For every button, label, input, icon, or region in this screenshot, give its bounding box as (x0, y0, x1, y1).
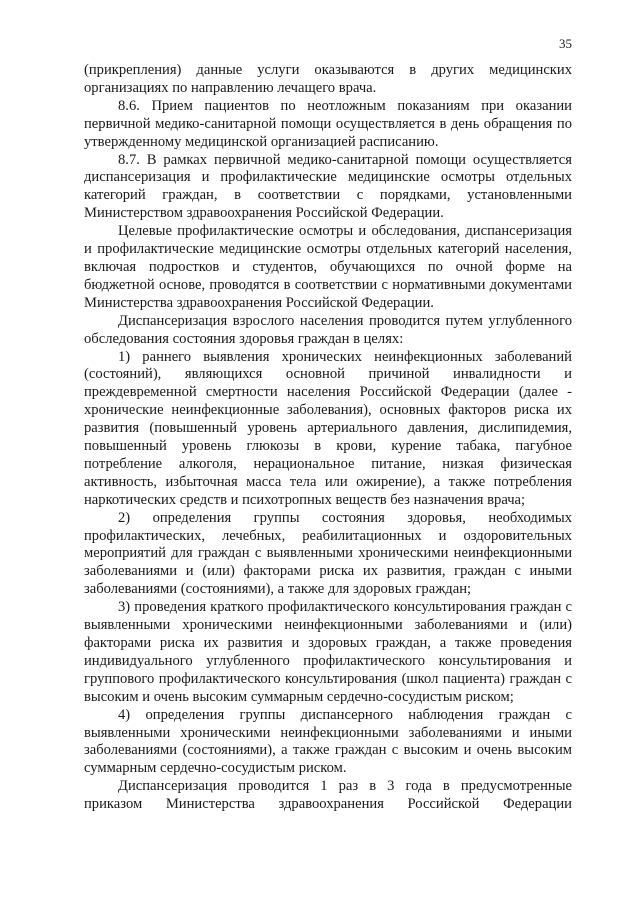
paragraph-frequency: Диспансеризация проводится 1 раз в 3 года в предусмотренные приказом Министерства здравоохранения Российской Федерации (84, 778, 572, 813)
list-item-2: 2) определения группы состояния здоровья, необходимых профилактических, лечебных, реабилитационных и оздоровительных мероприятий для граждан с выявленными хроническими неинфекционными заболеваниями и (или) факторами риска их развития, граждан с иными заболеваниями (состояниями), а также для здоровых граждан; (84, 509, 572, 598)
list-item-3: 3) проведения краткого профилактического консультирования граждан с выявленными хроническими неинфекционными заболеваниями и (или) факторами риска их развития и здоровых граждан, а также проведения индивидуального углубленного профилактического консультирования и группового профилактического консультирования (школ пациента) граждан с высоким и очень высоким суммарным сердечно-сосудистым риском; (84, 599, 572, 705)
list-item-4: 4) определения группы диспансерного наблюдения граждан с выявленными хроническими неинфекционными заболеваниями и иными заболеваниями (состояниями), а также граждан с высоким и очень высоким суммарным сердечно-сосудистым риском. (84, 706, 572, 777)
paragraph-8-7: 8.7. В рамках первичной медико-санитарной помощи осуществляется диспансеризация и профилактические медицинские осмотры отдельных категорий граждан, в соответствии с порядками, установленными Министерством здравоохранения Российской Федерации. (84, 151, 572, 222)
list-item-1: 1) раннего выявления хронических неинфекционных заболеваний (состояний), являющихся основной причиной инвалидности и преждевременной смертности населения Российской Федерации (далее - хронические неинфекционные заболевания), основных факторов риска их развития (повышенный уровень артериального давления, дислипидемия, повышенный уровень глюкозы в крови, курение табака, пагубное потребление алкоголя, нерациональное питание, низкая физическая активность, избыточная масса тела или ожирение), а также потребления наркотических средств и психотропных веществ без назначения врача; (84, 348, 572, 508)
paragraph-continuation: (прикрепления) данные услуги оказываются в других медицинских организациях по направлению лечащего врача. (84, 62, 572, 96)
paragraph-8-6: 8.6. Прием пациентов по неотложным показаниям при оказании первичной медико-санитарной помощи осуществляется в день обращения по утвержденному медицинской организацией расписанию. (84, 97, 572, 150)
paragraph-adult-dispensarization: Диспансеризация взрослого населения проводится путем углубленного обследования состояния здоровья граждан в целях: (84, 312, 572, 347)
page-number: 35 (559, 36, 572, 51)
document-body (84, 62, 572, 814)
paragraph-targeted-examinations: Целевые профилактические осмотры и обследования, диспансеризация и профилактические медицинские осмотры отдельных категорий населения, включая подростков и студентов, обучающихся по очной форме на бюджетной основе, проводятся в соответствии с нормативными документами Министерства здравоохранения Российской Федерации. (84, 223, 572, 311)
